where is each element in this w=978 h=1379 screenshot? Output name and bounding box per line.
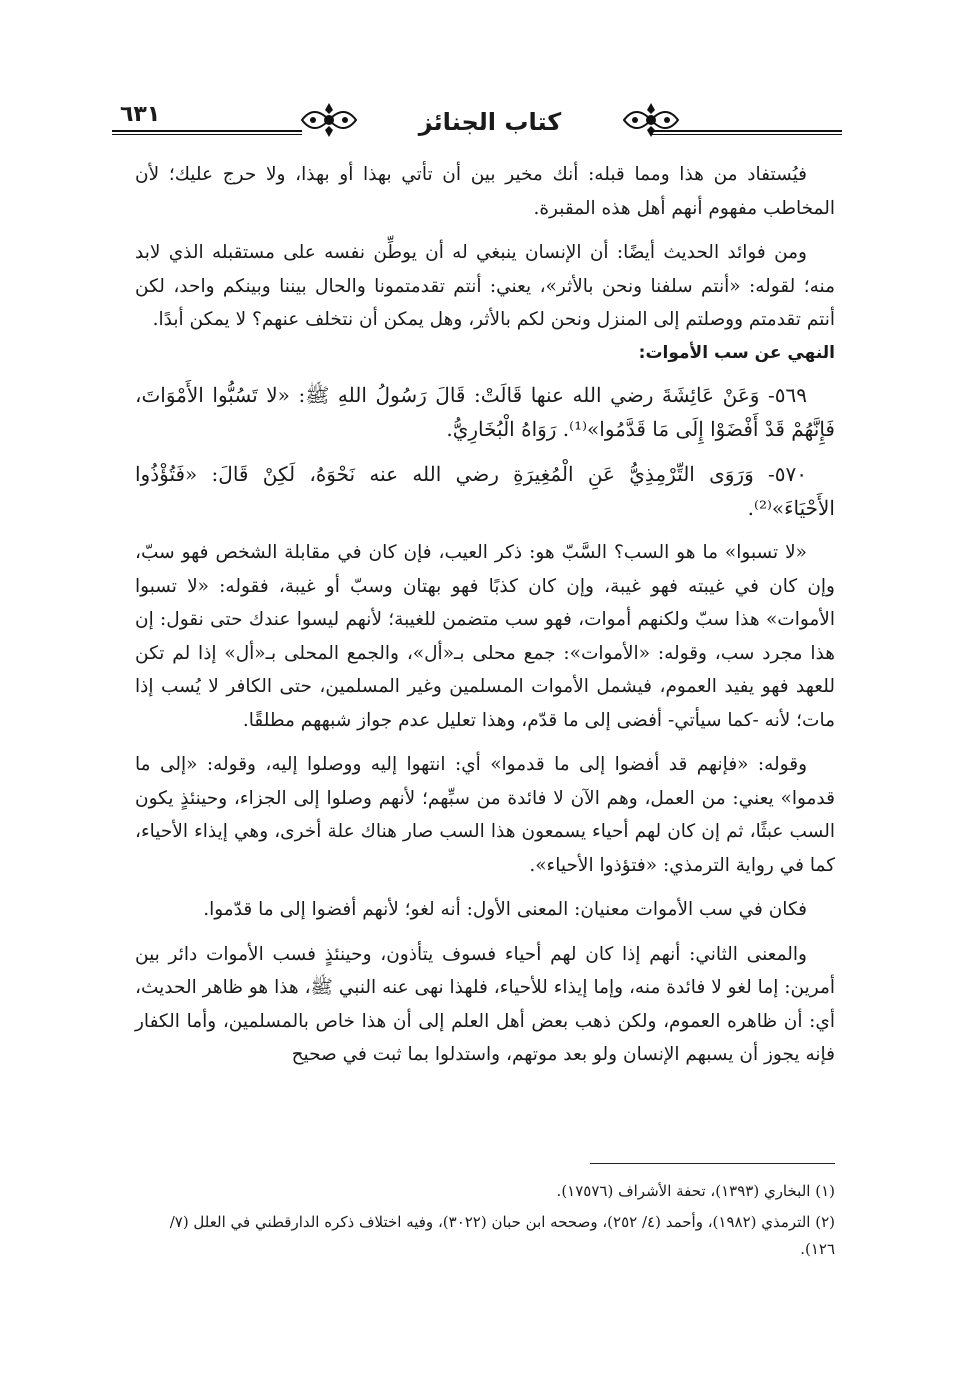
footnote: (١) البخاري (١٣٩٣)، تحفة الأشراف (١٧٥٧٦).: [556, 1182, 835, 1200]
page-number: ٦٣١: [120, 102, 161, 127]
commentary-paragraph: فكان في سب الأموات معنيان: المعنى الأول: أنه لغو؛ لأنهم أفضوا إلى ما قدّموا.: [203, 899, 807, 920]
commentary-paragraph: والمعنى الثاني: أنهم إذا كان لهم أحياء فسوف يتأذون، وحينئذٍ فسب الأموات دائر بين أمرين: إما لغو لا فائدة منه، وإما إيذاء للأحياء، فلهذا نهى عنه النبي ﷺ، هذا هو ظاهر الحديث، أي: أن ظاهره العموم، ولكن ذهب بعض أهل العلم إلى أن هذا خاص بالمسلمين، وأما الكفار فإنه يجوز أن يسبهم الإنسان ولو بعد موتهم، واستدلوا بما ثبت في صحيح: [135, 943, 835, 1065]
paragraph: فيُستفاد من هذا ومما قبله: أنك مخير بين أن تأتي بهذا أو بهذا، ولا حرج عليك؛ لأن المخاطب مفهوم أنهم أهل هذه المقبرة.: [135, 164, 835, 219]
hadith-text: ٥٧٠- وَرَوَى التِّرْمِذِيُّ عَنِ الْمُغِيرَةِ رضي الله عنه نَحْوَهُ، لَكِنْ قَالَ: «فَتُؤْذُوا الأَحْيَاءَ»⁽²⁾.: [135, 462, 835, 520]
footnote: (٢) الترمذي (١٩٨٢)، وأحمد (٤/ ٢٥٢)، وصححه ابن حبان (٣٠٢٢)، وفيه اختلاف ذكره الدارقطني في العلل (٧/ ١٢٦).: [169, 1213, 835, 1258]
commentary-paragraph: «لا تسبوا» ما هو السب؟ السَّبّ هو: ذكر العيب، فإن كان في مقابلة الشخص فهو سبّ، وإن كان في غيبته فهو غيبة، وإن كان كذبًا فهو بهتان وسبّ أو غيبة، فقوله: «لا تسبوا الأموات» هذا سبّ ولكنهم أموات، فهو سب متضمن للغيبة؛ لأنهم ليسوا عندك حتى نقول: إن هذا مجرد سب، وقوله: «الأموات»: جمع محلى بـ«أل»، والجمع المحلى بـ«أل» إذا لم تكن للعهد فهو يفيد العموم، فيشمل الأموات المسلمين وغير المسلمين، حتى الكافر لا يُسب إذا مات؛ لأنه -كما سيأتي- أفضى إلى ما قدّم، وهذا تعليل عدم جواز شبههم مطلقًا.: [135, 542, 835, 731]
paragraph: ومن فوائد الحديث أيضًا: أن الإنسان ينبغي له أن يوطِّن نفسه على مستقبله الذي لابد منه؛ لقوله: «أنتم سلفنا ونحن بالأثر»، يعني: أنتم تقدمتمونا والحال بيننا وبينكم واحد، لكن أنتم تقدمتم ووصلتم إلى المنزل ونحن لكم بالأثر، وهل يمكن أن نتخلف عنهم؟ لا يمكن أبدًا.: [135, 242, 835, 330]
header-rule-right: [652, 130, 842, 135]
hadith-text: ٥٦٩- وَعَنْ عَائِشَةَ رضي الله عنها قَالَتْ: قَالَ رَسُولُ اللهِ ﷺ: «لا تَسُبُّوا الأَمْوَاتَ، فَإِنَّهُمْ قَدْ أَفْضَوْا إِلَى مَا قَدَّمُوا»⁽¹⁾. رَوَاهُ الْبُخَارِيُّ.: [135, 383, 835, 441]
book-title: كتاب الجنائز: [418, 108, 562, 136]
ornament-icon: [298, 100, 360, 140]
footnotes: [135, 1178, 835, 1267]
commentary-paragraph: وقوله: «فإنهم قد أفضوا إلى ما قدموا» أي: انتهوا إليه ووصلوا إليه، وقوله: «إلى ما قدموا» يعني: من العمل، وهم الآن لا فائدة من سبِّهم؛ لأنهم وصلوا إلى الجزاء، وحينئذٍ يكون السب عبثًا، ثم إن كان لهم أحياء يسمعون هذا السب صار هناك علة أخرى، وهي إيذاء الأحياء، كما في رواية الترمذي: «فتؤذوا الأحياء».: [135, 754, 835, 876]
page-header: [112, 100, 842, 150]
header-rule-left: [112, 130, 302, 135]
main-text: [135, 158, 835, 1083]
footnote-separator: [590, 1163, 835, 1164]
section-heading: النهي عن سب الأموات:: [638, 342, 835, 363]
